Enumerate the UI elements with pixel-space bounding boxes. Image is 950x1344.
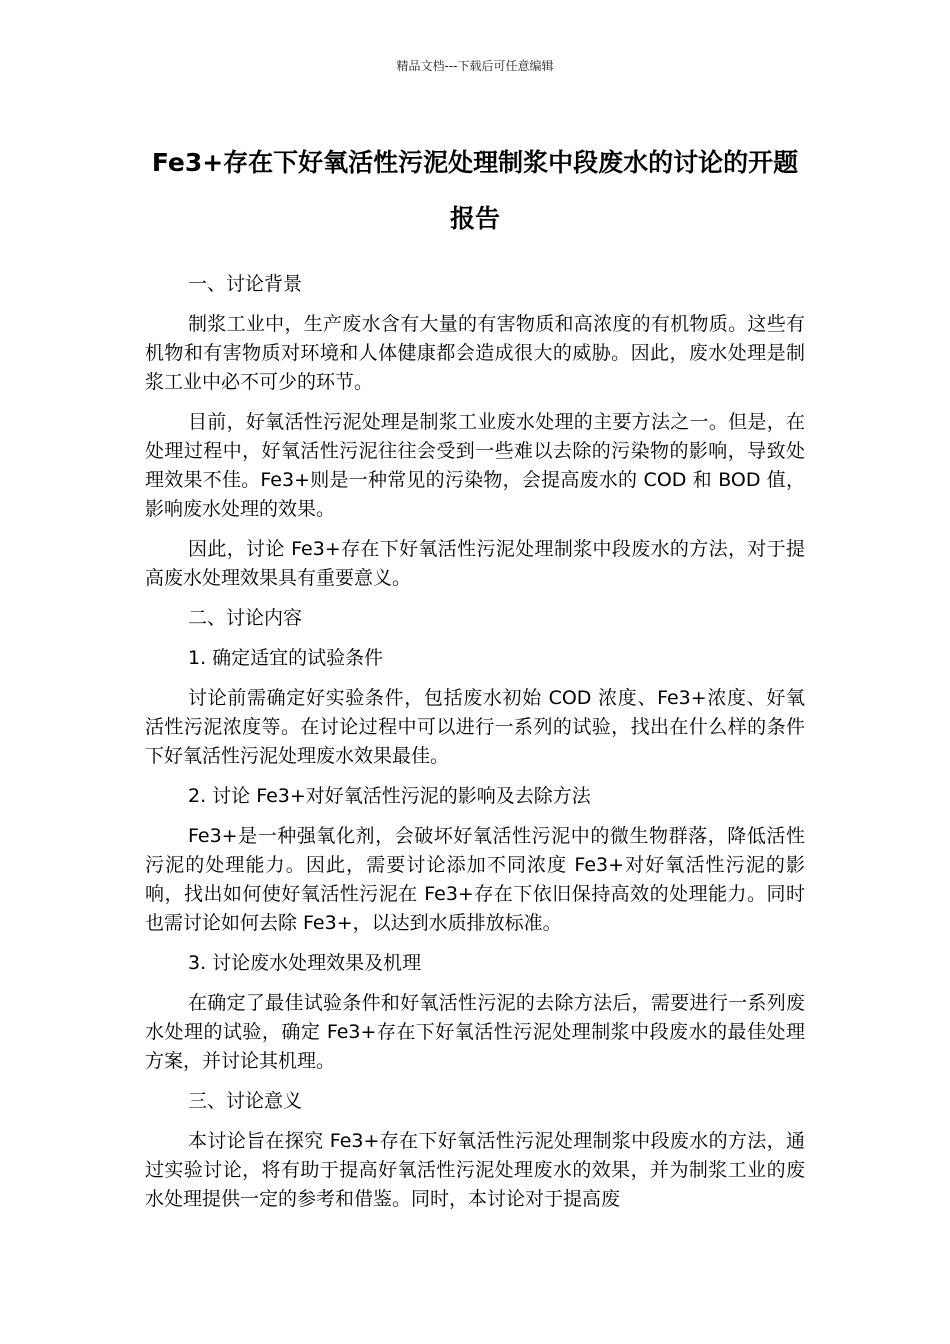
section-heading-content: 二、讨论内容	[188, 607, 303, 629]
paragraph: 目前，好氧活性污泥处理是制浆工业废水处理的主要方法之一。但是，在处理过程中，好氧活性污泥往往会受到一些难以去除的污染物的影响，导致处理效果不佳。Fe3+则是一种常见的污染物，会提高废水的 COD 和 BOD 值，影响废水处理的效果。	[145, 411, 805, 520]
header-note: 精品文档---下载后可任意编辑	[396, 59, 554, 73]
paragraph: 本讨论旨在探究 Fe3+存在下好氧活性污泥处理制浆中段废水的方法，通过实验讨论，将有助于提高好氧活性污泥处理废水的效果，并为制浆工业的废水处理提供一定的参考和借鉴。同时，本讨论对于提高废	[145, 1130, 805, 1210]
paragraph: 因此，讨论 Fe3+存在下好氧活性污泥处理制浆中段废水的方法，对于提高废水处理效果具有重要意义。	[145, 538, 805, 589]
subheading: 1. 确定适宜的试验条件	[188, 647, 384, 669]
section-heading-background: 一、讨论背景	[188, 273, 303, 295]
section-heading-significance: 三、讨论意义	[188, 1090, 303, 1112]
subheading: 2. 讨论 Fe3+对好氧活性污泥的影响及去除方法	[188, 785, 591, 807]
subheading: 3. 讨论废水处理效果及机理	[188, 952, 422, 974]
document-title: Fe3+存在下好氧活性污泥处理制浆中段废水的讨论的开题报告	[151, 148, 799, 233]
paragraph: 制浆工业中，生产废水含有大量的有害物质和高浓度的有机物质。这些有机物和有害物质对环境和人体健康都会造成很大的威胁。因此，废水处理是制浆工业中必不可少的环节。	[145, 313, 805, 393]
document-body	[145, 270, 805, 1225]
paragraph: Fe3+是一种强氧化剂，会破坏好氧活性污泥中的微生物群落，降低活性污泥的处理能力。因此，需要讨论添加不同浓度 Fe3+对好氧活性污泥的影响，找出如何使好氧活性污泥在 Fe3+存在下依旧保持高效的处理能力。同时也需讨论如何去除 Fe3+，以达到水质排放标准。	[145, 825, 805, 934]
paragraph: 讨论前需确定好实验条件，包括废水初始 COD 浓度、Fe3+浓度、好氧活性污泥浓度等。在讨论过程中可以进行一系列的试验，找出在什么样的条件下好氧活性污泥处理废水效果最佳。	[145, 687, 805, 767]
paragraph: 在确定了最佳试验条件和好氧活性污泥的去除方法后，需要进行一系列废水处理的试验，确定 Fe3+存在下好氧活性污泥处理制浆中段废水的最佳处理方案，并讨论其机理。	[145, 992, 805, 1072]
